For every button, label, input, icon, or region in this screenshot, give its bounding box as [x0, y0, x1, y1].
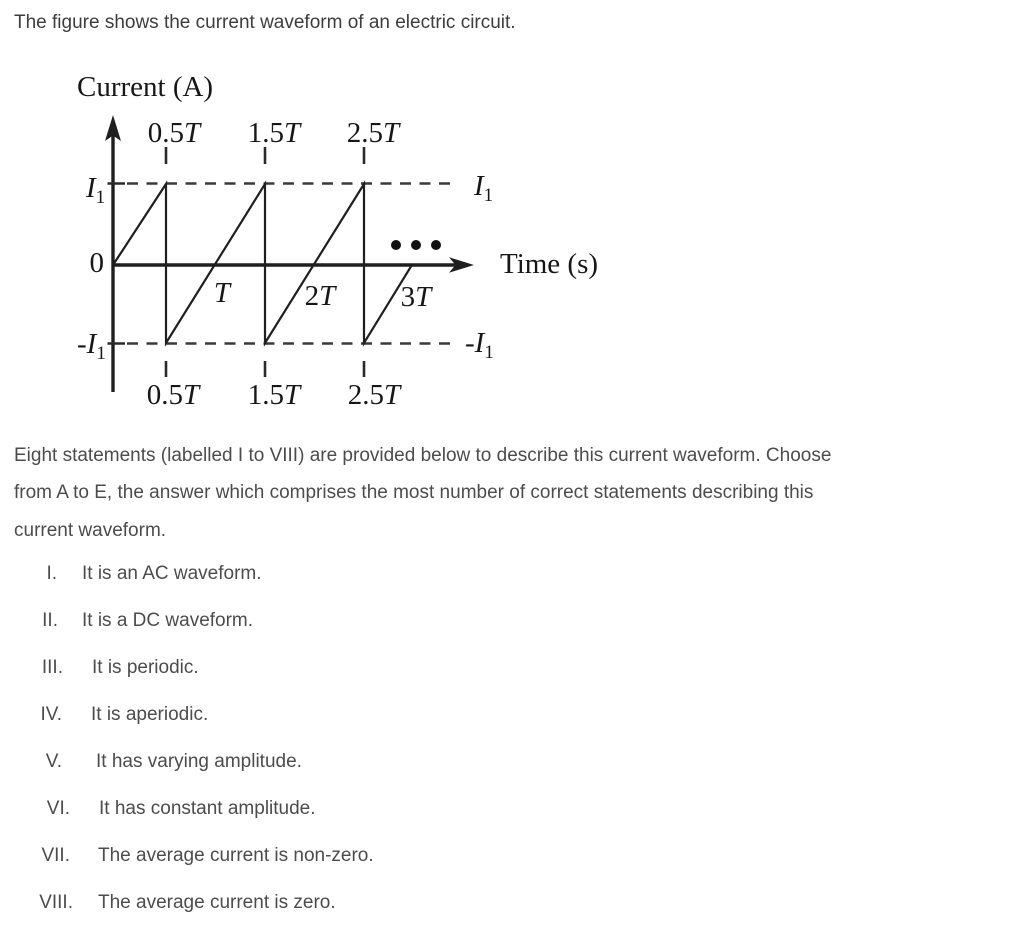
bottom-tick-label-1: 1.5T — [247, 379, 301, 411]
statement-numeral: V. — [45, 751, 62, 772]
neg-level-label-right: $-I_1$ — [465, 327, 494, 363]
statement-text: It is a DC waveform. — [82, 610, 254, 631]
statement-text: It is periodic. — [92, 657, 199, 678]
list-item — [0, 609, 620, 633]
statement-text: It has varying amplitude. — [96, 751, 302, 772]
list-item — [0, 703, 620, 727]
pos-level-label-right: $I_1$ — [474, 170, 494, 206]
statement-numeral: I. — [46, 563, 57, 584]
statement-numeral: III. — [41, 657, 63, 678]
bottom-tick-label-2: 2.5T — [347, 379, 401, 411]
current-waveform-figure — [0, 60, 640, 430]
question-line: from A to E, the answer which comprises the most number of correct statements describing this — [14, 482, 814, 504]
bottom-tick-label-0: 0.5T — [146, 379, 200, 411]
statement-numeral: II. — [42, 610, 58, 631]
pos-level-label-left: $I_1$ — [86, 172, 106, 208]
statement-numeral: VII. — [41, 845, 70, 866]
statement-text: The average current is non-zero. — [98, 845, 374, 866]
top-tick-label-2: 2.5T — [346, 117, 400, 149]
top-tick-label-1: 1.5T — [247, 117, 301, 149]
question-line: Eight statements (labelled I to VIII) are provided below to describe this current waveform. Choose — [14, 445, 832, 466]
list-item — [0, 656, 620, 680]
crossing-label-3T: 3T — [400, 281, 432, 313]
statement-numeral: IV. — [40, 704, 62, 725]
statement-numeral: VIII. — [39, 892, 73, 913]
y-axis-title: Current (A) — [77, 71, 214, 103]
list-item — [0, 844, 620, 868]
question-text — [14, 437, 831, 549]
top-tick-label-0: 0.5T — [147, 117, 201, 149]
list-item — [0, 797, 620, 821]
list-item — [0, 891, 620, 915]
question-line: current waveform. — [14, 519, 167, 541]
continuation-ellipsis-dots — [391, 240, 441, 250]
list-item — [0, 562, 620, 586]
intro-text: The figure shows the current waveform of an electric circuit. — [14, 12, 516, 33]
origin-label: 0 — [89, 247, 104, 279]
statement-text: It is aperiodic. — [91, 704, 209, 725]
crossing-label-2T: 2T — [304, 280, 336, 312]
statement-numeral: VI. — [46, 798, 70, 819]
list-item — [0, 750, 620, 774]
neg-level-label-left: $-I_1$ — [77, 328, 106, 364]
statement-text: The average current is zero. — [98, 892, 336, 913]
statements-list — [0, 562, 620, 933]
statement-text: It has constant amplitude. — [99, 798, 316, 819]
statement-text: It is an AC waveform. — [82, 563, 262, 584]
x-axis-title: Time (s) — [500, 248, 599, 280]
crossing-label-T: T — [213, 277, 231, 309]
